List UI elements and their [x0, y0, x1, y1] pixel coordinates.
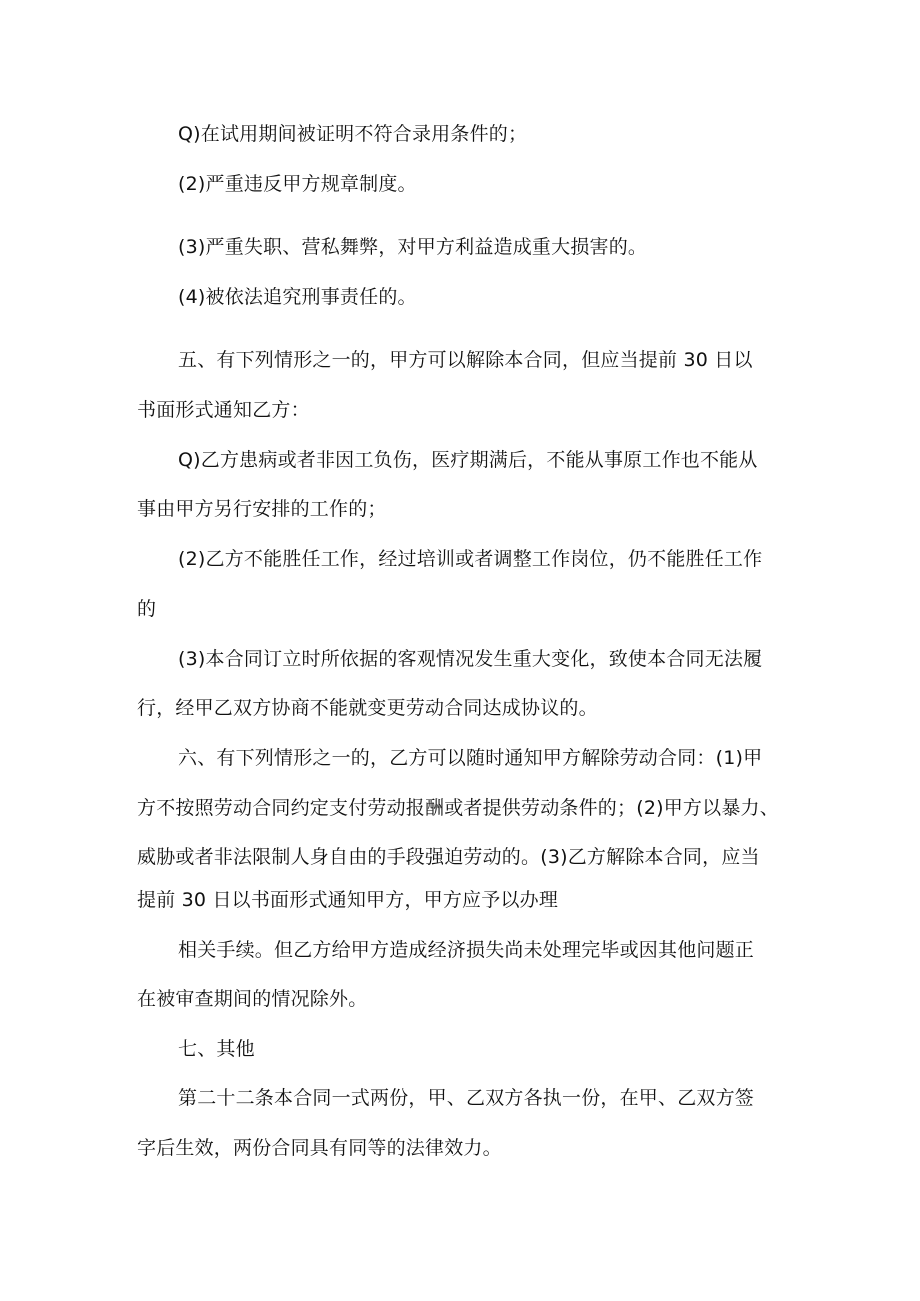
clause-6-line-4: 提前 30 日以书面形式通知甲方，甲方应予以办理	[137, 889, 559, 911]
clause-7-heading: 七、其他	[178, 1038, 255, 1060]
clause-5-item-3-line-2: 行，经甲乙双方协商不能就变更劳动合同达成协议的。	[137, 697, 598, 719]
clause-5-item-2-line-2: 的	[137, 598, 157, 620]
clause-4-item-2: (2)严重违反甲方规章制度。	[178, 173, 417, 195]
clause-4-item-3: (3)严重失职、营私舞弊，对甲方利益造成重大损害的。	[178, 236, 648, 258]
clause-5-item-1-line-2: 事由甲方另行安排的工作的；	[137, 498, 387, 520]
clause-5-item-1-line-1: Q)乙方患病或者非因工负伤，医疗期满后，不能从事原工作也不能从	[178, 449, 758, 471]
clause-6-continuation-line-2: 在被审查期间的情况除外。	[137, 988, 368, 1010]
clause-5-item-2-line-1: (2)乙方不能胜任工作，经过培训或者调整工作岗位，仍不能胜任工作	[178, 548, 763, 570]
clause-5-item-3-line-1: (3)本合同订立时所依据的客观情况发生重大变化，致使本合同无法履	[178, 648, 763, 670]
clause-4-item-4: (4)被依法追究刑事责任的。	[178, 286, 417, 308]
article-22-line-2: 字后生效，两份合同具有同等的法律效力。	[137, 1137, 502, 1159]
clause-6-continuation-line-1: 相关手续。但乙方给甲方造成经济损失尚未处理完毕或因其他问题正	[178, 939, 755, 961]
clause-5-heading-line-1: 五、有下列情形之一的，甲方可以解除本合同，但应当提前 30 日以	[178, 349, 753, 371]
clause-6-line-1: 六、有下列情形之一的，乙方可以随时通知甲方解除劳动合同：(1)甲	[178, 747, 763, 769]
clause-4-item-1: Q)在试用期间被证明不符合录用条件的；	[178, 123, 528, 145]
clause-6-line-2: 方不按照劳动合同约定支付劳动报酬或者提供劳动条件的；(2)甲方以暴力、	[137, 797, 779, 819]
article-22-line-1: 第二十二条本合同一式两份，甲、乙双方各执一份，在甲、乙双方签	[178, 1087, 755, 1109]
clause-5-heading-line-2: 书面形式通知乙方：	[137, 399, 310, 421]
clause-6-line-3: 威胁或者非法限制人身自由的手段强迫劳动的。(3)乙方解除本合同，应当	[137, 846, 760, 868]
